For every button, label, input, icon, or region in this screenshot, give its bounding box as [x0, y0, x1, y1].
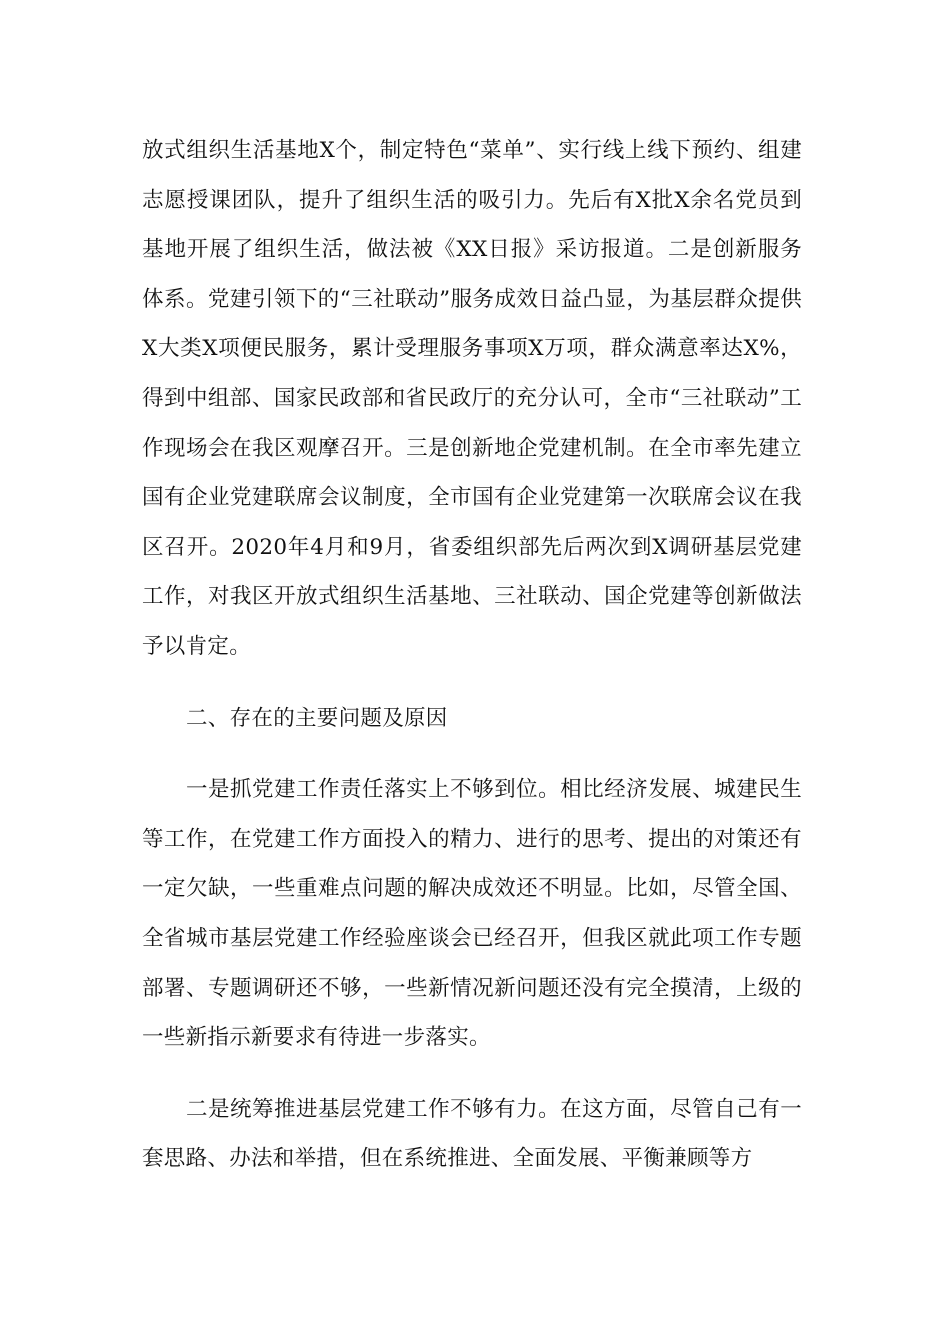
paragraph-problem-one: 一是抓党建工作责任落实上不够到位。相比经济发展、城建民生等工作，在党建工作方面投入的精力、进行的思考、提出的对策还有一定欠缺，一些重难点问题的解决成效还不明显。比如，尽管全国、全省城市基层党建工作经验座谈会已经召开，但我区就此项工作专题部署、专题调研还不够，一些新情况新问题还没有完全摸清，上级的一些新指示新要求有待进一步落实。: [142, 777, 802, 1051]
section-heading: 二、存在的主要问题及原因: [186, 705, 448, 731]
paragraph-problem-two: 二是统筹推进基层党建工作不够有力。在这方面，尽管自己有一套思路、办法和举措，但在系统推进、全面发展、平衡兼顾等方: [142, 1096, 802, 1172]
paragraph-continuation: 放式组织生活基地X个，制定特色“菜单”、实行线上线下预约、组建志愿授课团队，提升了组织生活的吸引力。先后有X批X余名党员到基地开展了组织生活，做法被《XX日报》采访报道。二是创新服务体系。党建引领下的“三社联动”服务成效日益凸显，为基层群众提供X大类X项便民服务，累计受理服务事项X万项，群众满意率达X%，得到中组部、国家民政部和省民政厅的充分认可，全市“三社联动”工作现场会在我区观摩召开。三是创新地企党建机制。在全市率先建立国有企业党建联席会议制度，全市国有企业党建第一次联席会议在我区召开。2020年4月和9月，省委组织部先后两次到X调研基层党建工作，对我区开放式组织生活基地、三社联动、国企党建等创新做法予以肯定。: [142, 138, 802, 659]
document-page: [142, 126, 802, 1184]
